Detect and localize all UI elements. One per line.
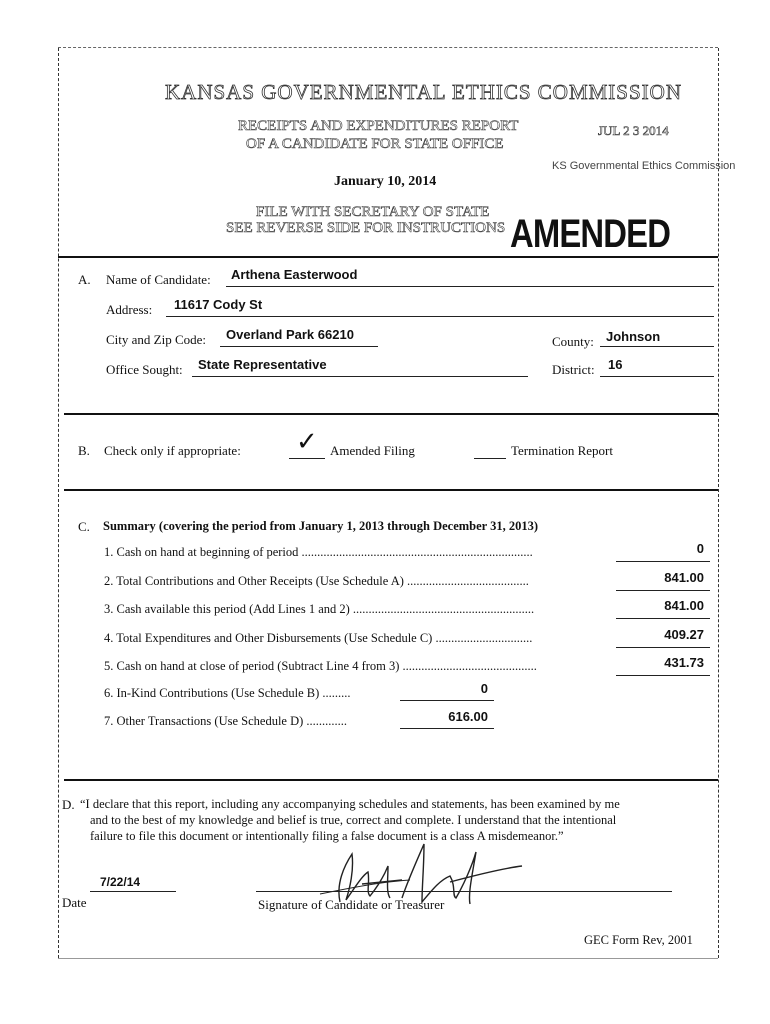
summary-line-3-underline bbox=[616, 618, 710, 619]
received-date-stamp: JUL 2 3 2014 bbox=[598, 123, 669, 138]
candidate-name-value: Arthena Easterwood bbox=[231, 267, 358, 282]
summary-line-2: 2. Total Contributions and Other Receipts (Use Schedule A) ....................................... bbox=[104, 574, 529, 588]
candidate-name-label: Name of Candidate: bbox=[106, 272, 211, 287]
district-value: 16 bbox=[608, 357, 623, 372]
commission-title: KANSAS GOVERNMENTAL ETHICS COMMISSION bbox=[165, 80, 682, 104]
office-sought-value: State Representative bbox=[198, 357, 327, 372]
termination-report-label: Termination Report bbox=[511, 443, 613, 458]
section-c-divider bbox=[64, 779, 718, 781]
bottom-border bbox=[58, 958, 718, 959]
summary-line-1-underline bbox=[616, 561, 710, 562]
district-underline bbox=[600, 376, 714, 377]
amended-checkmark: ✓ bbox=[296, 426, 318, 456]
summary-line-6-underline bbox=[400, 700, 494, 701]
report-title-line-1: RECEIPTS AND EXPENDITURES REPORT bbox=[238, 118, 519, 134]
declaration-line-3: failure to file this document or intentionally filing a false document is a class A misdemeanor.” bbox=[90, 829, 564, 843]
summary-line-4: 4. Total Expenditures and Other Disbursements (Use Schedule C) ............................... bbox=[104, 631, 533, 645]
signature-label: Signature of Candidate or Treasurer bbox=[258, 897, 445, 912]
summary-line-5: 5. Cash on hand at close of period (Subtract Line 4 from 3) ........................................... bbox=[104, 659, 537, 673]
city-zip-label: City and Zip Code: bbox=[106, 332, 207, 347]
summary-line-5-underline bbox=[616, 675, 710, 676]
county-label: County: bbox=[552, 334, 594, 349]
county-underline bbox=[600, 346, 714, 347]
amended-stamp: AMENDED bbox=[510, 212, 671, 256]
county-value: Johnson bbox=[606, 329, 661, 344]
top-border bbox=[58, 47, 718, 48]
section-b-divider bbox=[64, 489, 718, 491]
section-a-divider bbox=[64, 413, 718, 415]
amended-check-blank bbox=[289, 458, 325, 459]
summary-line-2-underline bbox=[616, 590, 710, 591]
left-border bbox=[58, 48, 59, 958]
summary-line-1: 1. Cash on hand at beginning of period .......................................................................... bbox=[104, 545, 533, 559]
amended-filing-label: Amended Filing bbox=[330, 443, 415, 458]
date-underline bbox=[90, 891, 176, 892]
received-by-stamp: KS Governmental Ethics Commission bbox=[552, 160, 736, 172]
signature-underline bbox=[256, 891, 672, 892]
summary-line-6-amount: 0 bbox=[480, 681, 488, 696]
summary-line-6: 6. In-Kind Contributions (Use Schedule B) ......... bbox=[104, 686, 351, 700]
summary-line-2-amount: 841.00 bbox=[664, 570, 704, 585]
summary-line-1-amount: 0 bbox=[696, 541, 704, 556]
see-reverse-instructions: SEE REVERSE SIDE FOR INSTRUCTIONS bbox=[226, 220, 506, 236]
city-zip-underline bbox=[220, 346, 378, 347]
right-border bbox=[718, 48, 719, 958]
summary-line-3: 3. Cash available this period (Add Lines 1 and 2) .......................................................... bbox=[104, 602, 535, 616]
summary-line-4-underline bbox=[616, 647, 710, 648]
termination-check-blank bbox=[474, 458, 506, 459]
declaration-line-1: “I declare that this report, including any accompanying schedules and statements, has been examined by me bbox=[80, 797, 620, 811]
office-sought-underline bbox=[192, 376, 528, 377]
check-appropriate-label: Check only if appropriate: bbox=[104, 443, 241, 458]
declaration-line-2: and to the best of my knowledge and belief is true, correct and complete. I understand that the intentional bbox=[90, 813, 617, 827]
summary-line-3-amount: 841.00 bbox=[664, 598, 704, 613]
section-a-letter: A. bbox=[78, 272, 91, 287]
date-label: Date bbox=[62, 895, 87, 910]
summary-line-4-amount: 409.27 bbox=[664, 627, 704, 642]
address-underline bbox=[166, 316, 714, 317]
signature-date-value: 7/22/14 bbox=[100, 875, 141, 889]
summary-title: Summary (covering the period from January 1, 2013 through December 31, 2013) bbox=[103, 519, 539, 533]
report-date: January 10, 2014 bbox=[334, 174, 437, 189]
section-d-letter: D. bbox=[62, 797, 75, 812]
city-zip-value: Overland Park 66210 bbox=[226, 327, 354, 342]
summary-line-7-underline bbox=[400, 728, 494, 729]
header-divider bbox=[58, 256, 718, 258]
section-b-letter: B. bbox=[78, 443, 90, 458]
address-label: Address: bbox=[106, 302, 153, 317]
report-title-line-2: OF A CANDIDATE FOR STATE OFFICE bbox=[246, 136, 504, 152]
district-label: District: bbox=[552, 362, 595, 377]
address-value: 11617 Cody St bbox=[174, 297, 263, 312]
office-sought-label: Office Sought: bbox=[106, 362, 183, 377]
summary-line-7: 7. Other Transactions (Use Schedule D) ............. bbox=[104, 714, 348, 728]
summary-line-5-amount: 431.73 bbox=[664, 655, 704, 670]
section-c-letter: C. bbox=[78, 519, 90, 534]
form-revision: GEC Form Rev, 2001 bbox=[584, 933, 693, 947]
candidate-name-underline bbox=[226, 286, 714, 287]
file-with-secretary: FILE WITH SECRETARY OF STATE bbox=[256, 204, 490, 220]
summary-line-7-amount: 616.00 bbox=[448, 709, 488, 724]
